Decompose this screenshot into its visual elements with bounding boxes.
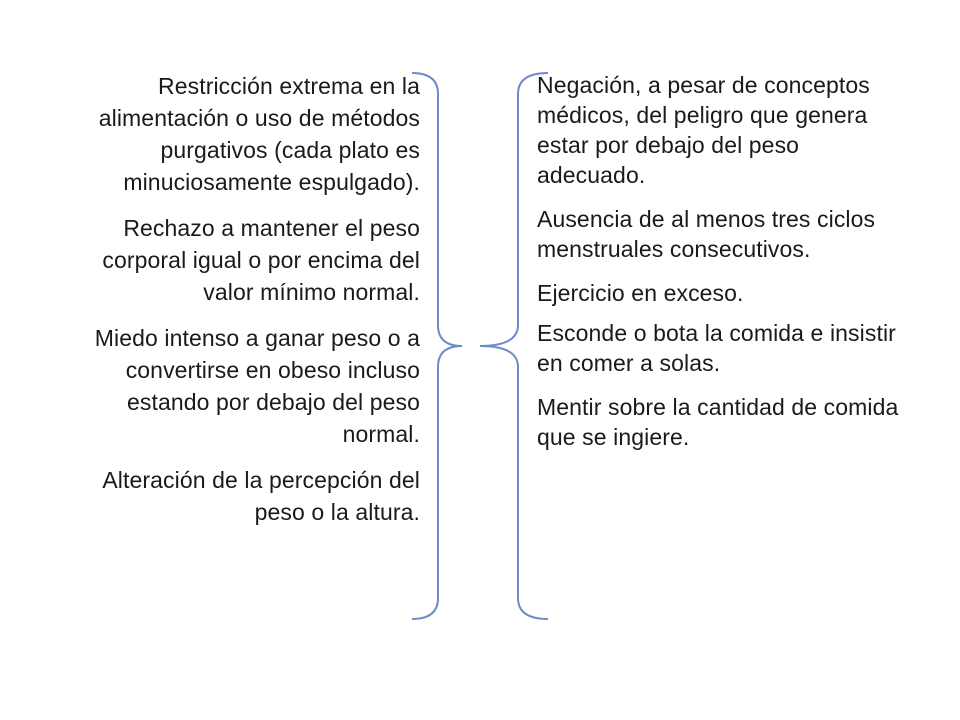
left-column — [52, 70, 420, 542]
right-item-2: Ausencia de al menos tres ciclos menstruales consecutivos. — [537, 206, 876, 262]
right-item-3: Ejercicio en exceso. — [537, 280, 744, 306]
left-item-3: Miedo intenso a ganar peso o a convertirse en obeso incluso estando por debajo del peso normal. — [94, 325, 420, 447]
right-item-1: Negación, a pesar de conceptos médicos, del peligro que genera estar por debajo del peso adecuado. — [537, 72, 870, 188]
left-item-2: Rechazo a mantener el peso corporal igual o por encima del valor mínimo normal. — [102, 215, 420, 305]
left-item-4: Alteración de la percepción del peso o la altura. — [102, 467, 420, 525]
right-item-5: Mentir sobre la cantidad de comida que se ingiere. — [537, 394, 899, 450]
left-item-1: Restricción extrema en la alimentación o uso de métodos purgativos (cada plato es minuciosamente espulgado). — [98, 73, 420, 195]
right-item-4: Esconde o bota la comida e insistir en comer a solas. — [537, 320, 896, 376]
right-column — [537, 70, 907, 466]
